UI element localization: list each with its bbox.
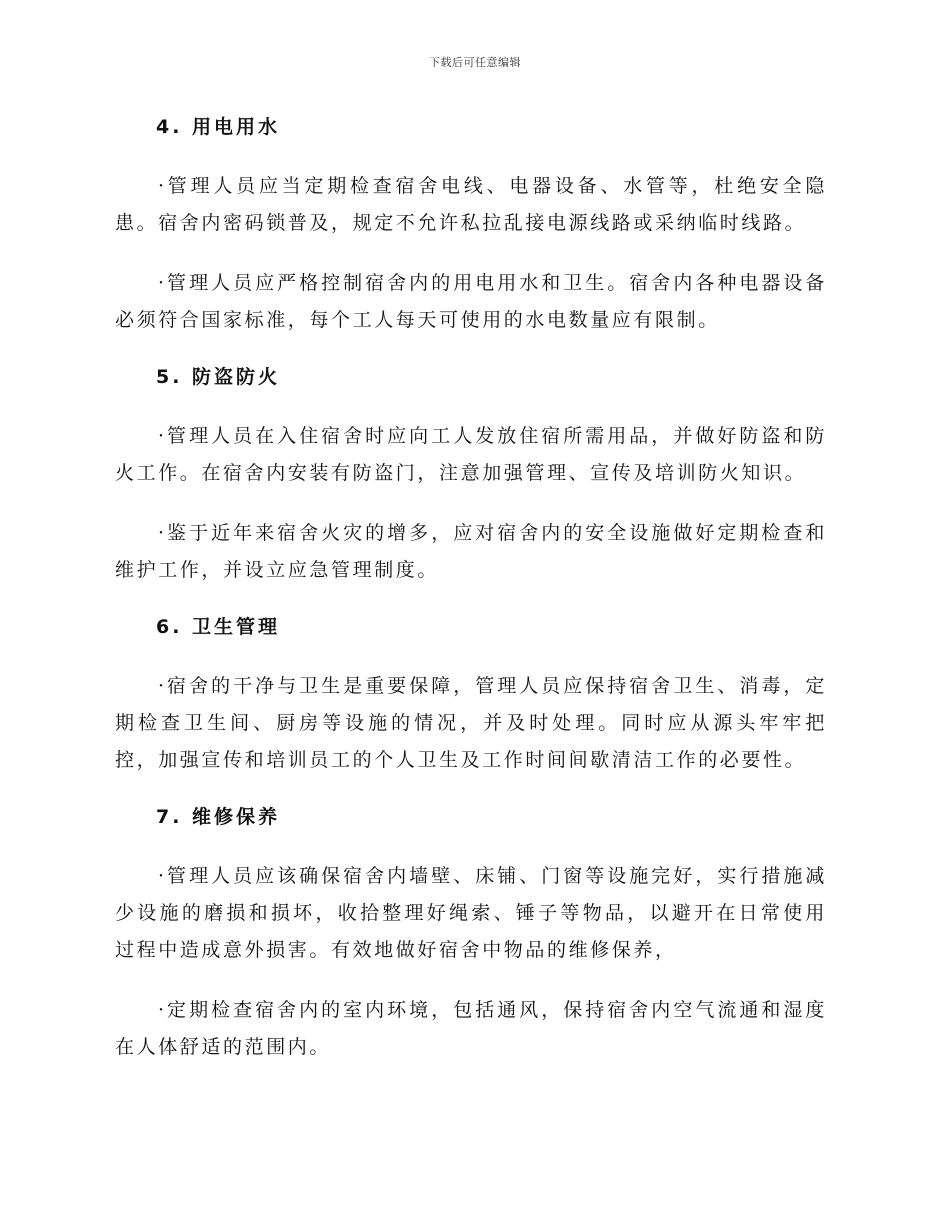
section-electricity-water xyxy=(115,112,827,362)
section-theft-fire xyxy=(115,362,827,612)
paragraph: ·管理人员应该确保宿舍内墙壁、床铺、门窗等设施完好，实行措施减少设施的磨损和损坏，收拾整理好绳索、锤子等物品，以避开在日常使用过程中造成意外损害。有效地做好宿舍中物品的维修保养， xyxy=(115,865,827,961)
page-header: 下载后可任意编辑 xyxy=(429,56,521,69)
paragraph: ·定期检查宿舍内的室内环境，包括通风，保持宿舍内空气流通和湿度在人体舒适的范围内。 xyxy=(115,999,827,1058)
section-heading: 4. 用电用水 xyxy=(156,116,281,138)
section-heading: 6. 卫生管理 xyxy=(156,616,281,638)
paragraph: ·鉴于近年来宿舍火灾的增多，应对宿舍内的安全设施做好定期检查和维护工作，并设立应急管理制度。 xyxy=(115,522,827,581)
paragraph: ·管理人员应当定期检查宿舍电线、电器设备、水管等，杜绝安全隐患。宿舍内密码锁普及，规定不允许私拉乱接电源线路或采纳临时线路。 xyxy=(115,175,827,234)
document-body xyxy=(115,112,827,1066)
paragraph: ·管理人员应严格控制宿舍内的用电用水和卫生。宿舍内各种电器设备必须符合国家标准，每个工人每天可使用的水电数量应有限制。 xyxy=(115,272,827,331)
paragraph: ·宿舍的干净与卫生是重要保障，管理人员应保持宿舍卫生、消毒，定期检查卫生间、厨房等设施的情况，并及时处理。同时应从源头牢牢把控，加强宣传和培训员工的个人卫生及工作时间间歇清洁工作的必要性。 xyxy=(115,675,827,771)
section-heading: 5. 防盗防火 xyxy=(156,366,281,388)
section-heading: 7. 维修保养 xyxy=(156,806,281,828)
section-hygiene xyxy=(115,612,827,802)
paragraph: ·管理人员在入住宿舍时应向工人发放住宿所需用品，并做好防盗和防火工作。在宿舍内安装有防盗门，注意加强管理、宣传及培训防火知识。 xyxy=(115,425,827,484)
section-maintenance xyxy=(115,802,827,1066)
